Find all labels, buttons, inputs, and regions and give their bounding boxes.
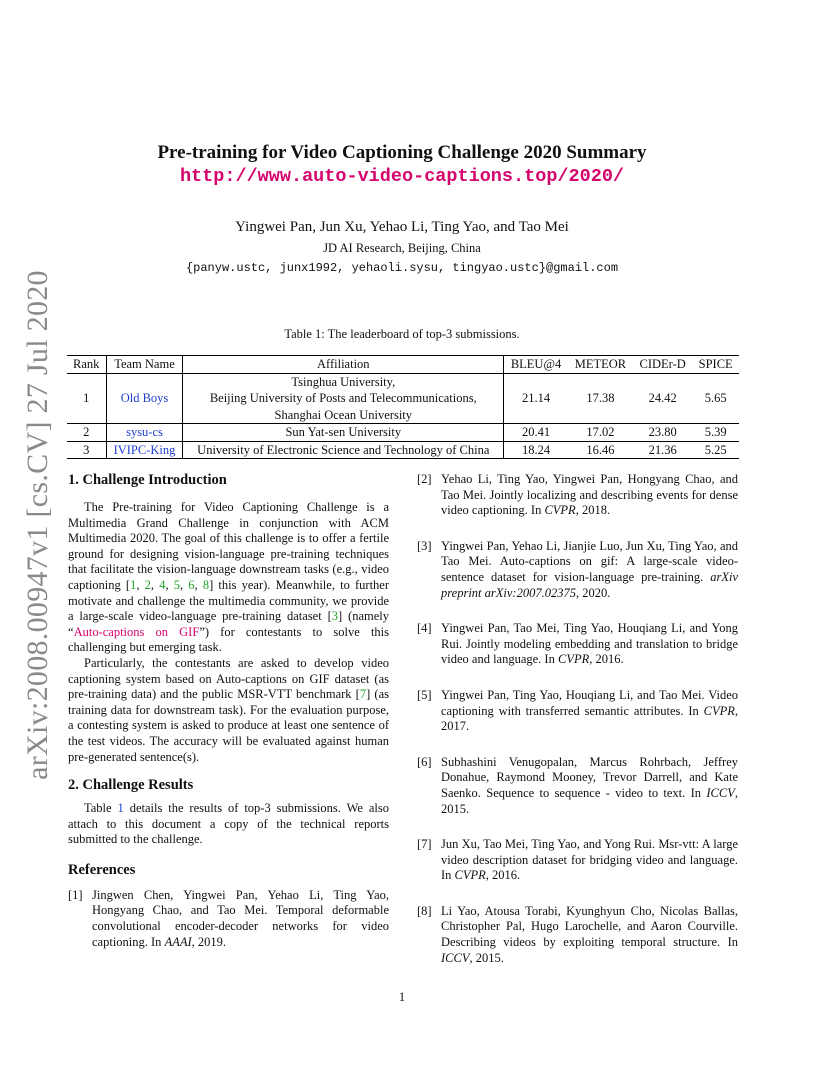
table-row xyxy=(67,373,739,424)
meteor-cell: 16.46 xyxy=(586,442,615,457)
table-ref-link[interactable]: 1 xyxy=(117,801,124,816)
affiliation-line: Beijing University of Posts and Telecommunications, xyxy=(209,391,477,405)
cider-cell: 24.42 xyxy=(648,391,677,405)
reference-item xyxy=(68,888,389,950)
team-link-old-boys[interactable]: Old Boys xyxy=(106,373,183,424)
rank-cell: 3 xyxy=(67,441,106,459)
reference-item xyxy=(417,755,738,817)
spice-cell: 5.39 xyxy=(704,425,727,439)
reference-number: [7] xyxy=(417,837,432,852)
reference-number: [6] xyxy=(417,754,432,769)
header-affiliation: Affiliation xyxy=(183,356,504,374)
reference-item xyxy=(417,904,738,966)
text-run: Yehao Li, Ting Yao, Yingwei Pan, Hongyang Chao, and Tao Mei. Jointly localizing and describing events for dense video captioning. In xyxy=(441,472,738,518)
reference-item xyxy=(417,837,738,884)
text-run: , 2019. xyxy=(191,934,227,949)
header-bleu: BLEU@4 xyxy=(510,357,562,371)
page-number: 1 xyxy=(398,990,406,1004)
text-run: Jingwen Chen, Yingwei Pan, Yehao Li, Ting Yao, Hongyang Chao, and Tao Mei. Temporal deformable convolutional encoder-decoder networks for video captioning. In xyxy=(92,887,389,949)
cider-cell: 23.80 xyxy=(648,425,677,439)
results-paragraph xyxy=(68,801,389,848)
reference-venue: arXiv preprint arXiv:2007.02375 xyxy=(441,569,738,600)
text-run: The Pre-training for Video Captioning Challenge is a Multimedia Grand Challenge in conjunction with ACM Multimedia 2020. The goal of this challenge is to offer a fertile ground for designing vision-language pre-training techniques that facilitate the vision-language downstream tasks (e.g., video captioning [ xyxy=(68,500,389,592)
affiliation-line: Tsinghua University, xyxy=(291,374,396,389)
affiliation-cell xyxy=(183,373,504,424)
author-emails: {panyw.ustc, junx1992, yehaoli.sysu, tingyao.ustc}@gmail.com xyxy=(185,261,619,275)
section-heading-introduction: 1. Challenge Introduction xyxy=(68,472,227,488)
text-run: Jun Xu, Tao Mei, Ting Yao, and Yong Rui. Msr-vtt: A large video description dataset for bridging video and language. In xyxy=(441,837,738,883)
text-run: ”) for contestants to solve this challenging but emerging task. xyxy=(68,624,390,655)
meteor-cell: 17.02 xyxy=(586,425,615,439)
reference-item xyxy=(417,688,738,735)
table-row xyxy=(67,424,739,442)
rank-cell: 1 xyxy=(67,373,106,424)
text-run: , 2017. xyxy=(441,703,738,734)
citation-link[interactable]: 6 xyxy=(188,577,195,592)
text-run: ] this year). Meanwhile, to further motivate and challenge the multimedia community, we provide a large-scale video-language pre-training dataset [ xyxy=(68,577,390,624)
reference-number: [2] xyxy=(417,472,432,486)
text-run: Table xyxy=(84,801,118,816)
reference-venue: ICCV xyxy=(441,950,470,965)
author-list: Yingwei Pan, Jun Xu, Yehao Li, Ting Yao, and Tao Mei xyxy=(235,219,569,235)
text-run: , 2015. xyxy=(441,785,738,816)
text-run: , 2016. xyxy=(485,868,521,883)
bleu-cell: 18.24 xyxy=(521,442,551,457)
reference-number: [3] xyxy=(417,538,432,553)
text-run: , 2016. xyxy=(589,652,624,667)
header-spice: SPICE xyxy=(698,357,733,371)
text-run: Li Yao, Atousa Torabi, Kyunghyun Cho, Nicolas Ballas, Christopher Pal, Hugo Larochelle, and Aaron Courville. Describing videos by exploiting temporal structure. In xyxy=(441,903,738,950)
table-header-row xyxy=(67,356,739,374)
team-link-ivipc-king[interactable]: IVIPC-King xyxy=(106,441,183,459)
section-heading-results: 2. Challenge Results xyxy=(68,777,194,794)
paper-title: Pre-training for Video Captioning Challenge 2020 Summary xyxy=(157,142,647,163)
header-meteor: METEOR xyxy=(574,357,627,371)
reference-number: [5] xyxy=(417,687,432,702)
reference-venue: CVPR xyxy=(557,652,590,667)
affiliation-line: Shanghai Ocean University xyxy=(274,407,413,422)
citation-link[interactable]: 2 xyxy=(144,577,151,592)
text-run: ] (as training data for downstream task). For the evaluation purpose, a contesting system is asked to produce at least one sentence of the test videos. The accuracy will be evaluated against human pre-generated sentence(s). xyxy=(68,687,389,764)
arxiv-id: arXiv:2008.00947v1 [cs.CV] 27 Jul 2020 xyxy=(21,270,54,780)
citation-link[interactable]: 3 xyxy=(331,609,338,624)
table-row xyxy=(67,441,739,459)
citation-link[interactable]: 7 xyxy=(359,687,367,702)
text-run: Particularly, the contestants are asked to develop video captioning system based on Auto-captions on GIF dataset (as pre-training data) and the public MSR-VTT benchmark [ xyxy=(68,655,389,702)
reference-item xyxy=(417,472,738,519)
spice-cell: 5.25 xyxy=(704,442,727,457)
challenge-url-link[interactable]: http://www.auto-video-captions.top/2020/ xyxy=(179,166,625,187)
reference-venue: CVPR xyxy=(454,868,486,883)
text-run: ] (namely “ xyxy=(68,609,389,639)
leaderboard-table xyxy=(67,355,739,459)
bleu-cell: 21.14 xyxy=(521,391,551,405)
affiliation-cell: University of Electronic Science and Technology of China xyxy=(183,441,504,459)
right-column xyxy=(417,472,738,966)
reference-number: [8] xyxy=(417,903,432,918)
section-heading-references: References xyxy=(68,861,136,878)
text-run: , 2020. xyxy=(575,585,611,600)
reference-number: [4] xyxy=(417,621,432,636)
reference-venue: ICCV xyxy=(706,785,735,800)
header-rank: Rank xyxy=(67,356,106,374)
reference-item xyxy=(417,539,738,601)
citation-link[interactable]: 8 xyxy=(202,577,210,592)
intro-paragraph-2 xyxy=(68,656,389,765)
reference-venue: AAAI xyxy=(164,934,192,949)
meteor-cell: 17.38 xyxy=(586,391,615,405)
header-team: Team Name xyxy=(106,356,183,374)
cider-cell: 21.36 xyxy=(648,442,677,457)
left-column xyxy=(68,470,389,950)
table-caption: Table 1: The leaderboard of top-3 submissions. xyxy=(284,327,520,341)
citation-link[interactable]: 5 xyxy=(173,577,180,592)
text-run: Yingwei Pan, Yehao Li, Jianjie Luo, Jun Xu, Ting Yao, and Tao Mei. Auto-captions on gif: A large-scale video-sentence dataset for vision-language pre-training. xyxy=(441,538,738,584)
header-cider: CIDEr-D xyxy=(639,357,686,371)
citation-link[interactable]: 4 xyxy=(159,577,166,592)
text-run: , 2018. xyxy=(575,503,611,518)
text-run: Subhashini Venugopalan, Marcus Rohrbach, Jeffrey Donahue, Raymond Mooney, Trevor Darrell, and Kate Saenko. Sequence to sequence - video to text. In xyxy=(441,754,738,800)
author-affiliation: JD AI Research, Beijing, China xyxy=(323,241,481,255)
text-run: , 2015. xyxy=(469,950,504,965)
text-run: details the results of top-3 submissions. We also attach to this document a copy of the technical reports submitted to the challenge. xyxy=(68,801,389,847)
rank-cell: 2 xyxy=(67,424,106,442)
bleu-cell: 20.41 xyxy=(521,425,551,439)
affiliation-cell: Sun Yat-sen University xyxy=(183,424,504,442)
reference-item xyxy=(417,621,738,668)
citation-link[interactable]: 1 xyxy=(130,577,137,592)
dataset-link[interactable]: Auto-captions on GIF xyxy=(73,624,200,639)
reference-number: [1] xyxy=(68,887,83,902)
team-link-sysu-cs[interactable]: sysu-cs xyxy=(106,424,183,442)
reference-venue: CVPR xyxy=(544,503,576,518)
spice-cell: 5.65 xyxy=(704,391,727,405)
text-run: Yingwei Pan, Tao Mei, Ting Yao, Houqiang Li, and Yong Rui. Jointly modeling embedding and translation to bridge video and language. In xyxy=(441,621,738,667)
reference-venue: CVPR xyxy=(703,703,735,718)
text-run: Yingwei Pan, Ting Yao, Houqiang Li, and Tao Mei. Video captioning with transferred semantic attributes. In xyxy=(441,687,738,718)
intro-paragraph-1: The Pre-training for Video Captioning Challenge is a Multimedia Grand Challenge in conjunction with ACM Multimedia 2020. The goal of this challenge is to offer a fertile ground for designing vision-language pre-training techniques that facilitate the vision-language downstream tasks (e.g., video captioning [1, 2, 4, 5, 6, 8] this year). Meanwhile, to further motivate and challenge the multimedia community, we provide a large-scale video-language pre-training dataset [3] (namely “Auto-captions on GIF”) for contestants to solve this challenging but emerging task. xyxy=(68,500,390,655)
